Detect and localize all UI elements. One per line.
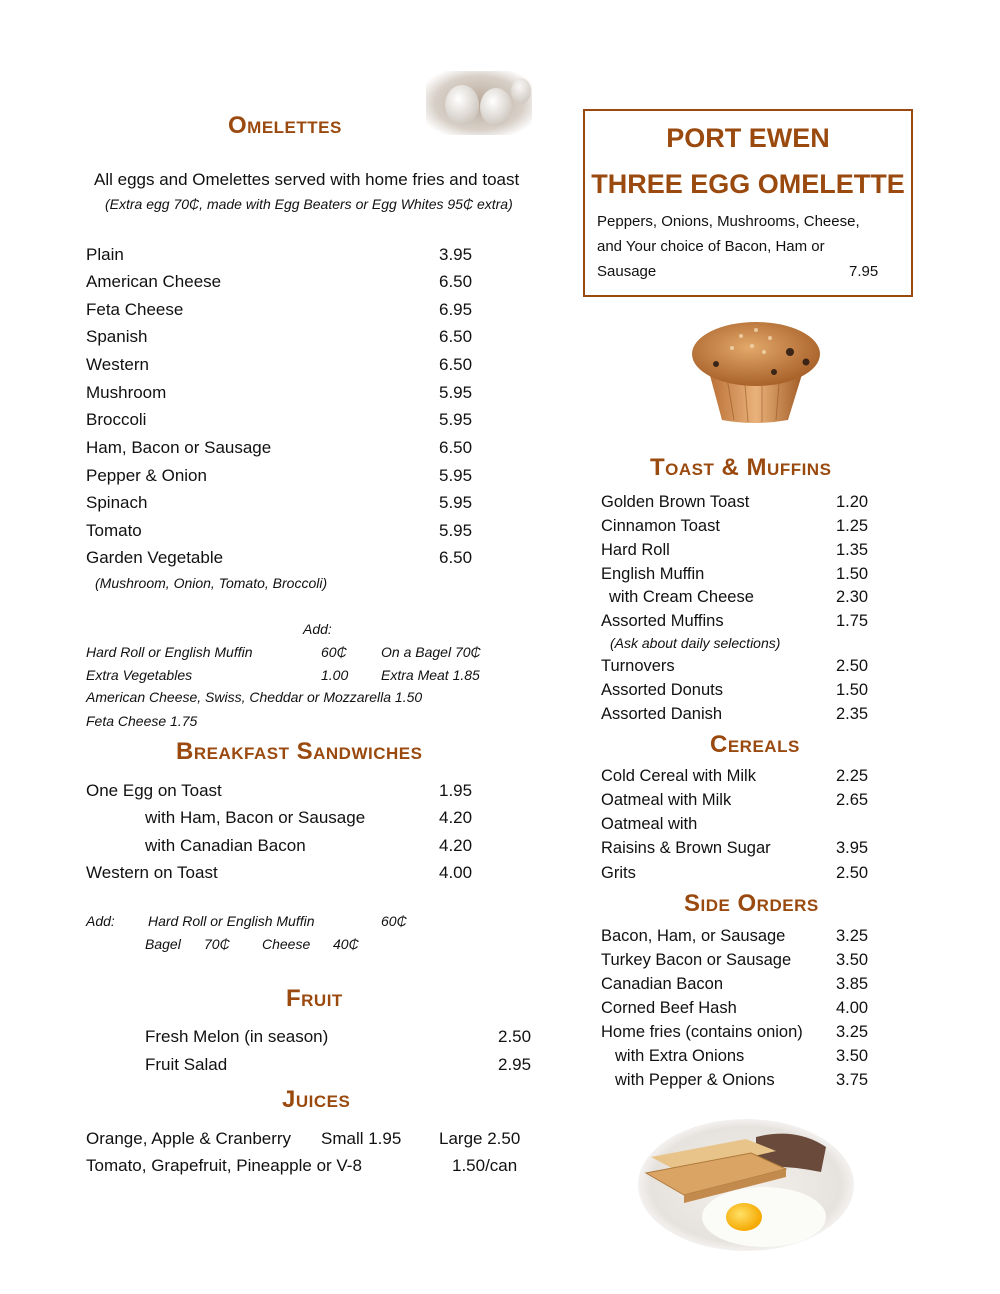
juice-line-1 <box>86 1129 521 1148</box>
add-line-2-a: Extra Vegetables <box>86 667 193 683</box>
toast-item <box>601 541 869 559</box>
sandwich-item-price: 4.20 <box>439 808 473 827</box>
omelette-item <box>86 327 473 346</box>
juice-line-2 <box>86 1156 518 1175</box>
toast-item-name: with Cream Cheese <box>609 588 754 606</box>
fruit-item <box>145 1055 532 1074</box>
omelette-item-price: 6.95 <box>439 300 473 319</box>
toast-item-name: Golden Brown Toast <box>601 493 750 511</box>
special-title-1: PORT EWEN <box>666 123 830 153</box>
omelette-item-name: Mushroom <box>86 383 167 402</box>
fruit-item-price: 2.50 <box>498 1027 532 1046</box>
sandwich-item <box>145 808 473 827</box>
cereal-item-price: 3.95 <box>836 839 869 857</box>
omelettes-extra-note: (Extra egg 70₵, made with Egg Beaters or Egg Whites 95₵ extra) <box>105 196 513 212</box>
sandwich-add-1a: Hard Roll or English Muffin <box>148 913 315 929</box>
special-desc-2: and Your choice of Bacon, Ham or <box>597 238 825 255</box>
juice-large-price: Large 2.50 <box>439 1129 521 1148</box>
special-desc-3: Sausage <box>597 263 657 280</box>
toast-item <box>601 612 869 630</box>
omelette-item <box>86 245 473 264</box>
omelette-item <box>86 438 473 457</box>
omelette-item-name: Ham, Bacon or Sausage <box>86 438 272 457</box>
juice-small-price: Small 1.95 <box>321 1129 402 1148</box>
cereal-item-price: 2.25 <box>836 767 869 785</box>
toast-item-name: Assorted Donuts <box>601 681 723 699</box>
fruit-item <box>145 1027 532 1046</box>
sandwich-add-2b: 70₵ <box>204 936 230 952</box>
side-item <box>601 951 869 969</box>
omelette-item-price: 3.95 <box>439 245 473 264</box>
side-item-name: Bacon, Ham, or Sausage <box>601 927 786 945</box>
cereal-item-price: 2.50 <box>836 864 869 882</box>
cereal-item <box>601 839 869 857</box>
special-title-2: THREE EGG OMELETTE <box>591 169 905 199</box>
toast-item-name: Assorted Danish <box>601 705 723 723</box>
side-item-price: 3.50 <box>836 1047 869 1065</box>
cereal-item <box>601 791 869 809</box>
sandwich-item-price: 4.20 <box>439 836 473 855</box>
omelettes-heading: Omelettes <box>228 112 342 139</box>
omelette-item-price: 5.95 <box>439 466 473 485</box>
sandwich-item <box>86 863 473 882</box>
juice-line-2-name: Tomato, Grapefruit, Pineapple or V-8 <box>86 1156 362 1175</box>
cereal-item-name: Raisins & Brown Sugar <box>601 839 771 857</box>
sandwich-item-name: with Canadian Bacon <box>145 836 306 855</box>
fruit-item-price: 2.95 <box>498 1055 532 1074</box>
cereal-item <box>601 816 697 833</box>
sandwich-item-name: One Egg on Toast <box>86 781 222 800</box>
cereals-heading: Cereals <box>710 731 800 758</box>
toast-item <box>601 705 869 723</box>
sandwich-item-price: 1.95 <box>439 781 473 800</box>
side-item-name: Turkey Bacon or Sausage <box>601 951 792 969</box>
cereal-item-name: Oatmeal with <box>601 815 698 833</box>
omelette-item-price: 6.50 <box>439 272 473 291</box>
omelette-item <box>86 272 473 291</box>
sandwich-add-2c: Cheese <box>262 936 311 952</box>
toast-item-price: 1.25 <box>836 517 869 535</box>
omelette-item-name: Spinach <box>86 493 148 512</box>
special-desc-1: Peppers, Onions, Mushrooms, Cheese, <box>597 213 860 230</box>
toast-item <box>609 588 869 606</box>
omelette-item-price: 5.95 <box>439 493 473 512</box>
side-item-price: 3.25 <box>836 1023 869 1041</box>
fruit-heading: Fruit <box>286 985 343 1012</box>
cereal-item <box>601 767 869 785</box>
sandwich-add-2d: 40₵ <box>333 936 359 952</box>
omelette-item <box>86 355 473 374</box>
side-item-name: Corned Beef Hash <box>601 999 737 1017</box>
omelette-item-name: Spanish <box>86 327 148 346</box>
omelette-item-name: Broccoli <box>86 410 147 429</box>
cereal-item <box>601 864 869 882</box>
toast-item-price: 1.35 <box>836 541 869 559</box>
sandwich-add-label: Add: <box>86 913 115 929</box>
side-item <box>615 1071 869 1089</box>
omelette-add-label: Add: <box>303 621 332 637</box>
omelette-item-name: Feta Cheese <box>86 300 184 319</box>
omelette-item <box>86 300 473 319</box>
omelette-item-price: 6.50 <box>439 327 473 346</box>
toast-item-price: 1.75 <box>836 612 869 630</box>
omelette-item <box>86 383 473 402</box>
omelette-item-price: 6.50 <box>439 355 473 374</box>
side-item-name: Canadian Bacon <box>601 975 724 993</box>
cereal-item-name: Cold Cereal with Milk <box>601 767 756 785</box>
omelette-item-name: Garden Vegetable <box>86 548 224 567</box>
side-item-price: 3.25 <box>836 927 869 945</box>
side-item-name: Home fries (contains onion) <box>601 1023 803 1041</box>
add-cheese-line: American Cheese, Swiss, Cheddar or Mozzarella 1.50 <box>86 689 423 705</box>
side-item-name: with Pepper & Onions <box>615 1071 775 1089</box>
omelette-item-price: 6.50 <box>439 438 473 457</box>
toast-item-price: 2.30 <box>836 588 869 606</box>
omelette-item <box>86 521 473 540</box>
add-line-1-a: Hard Roll or English Muffin <box>86 644 253 660</box>
garden-vegetable-note: (Mushroom, Onion, Tomato, Broccoli) <box>95 575 328 591</box>
omelette-item-price: 5.95 <box>439 521 473 540</box>
side-item <box>601 975 869 993</box>
omelette-item-name: American Cheese <box>86 272 222 291</box>
fruit-item-name: Fruit Salad <box>145 1055 228 1074</box>
toast-item <box>601 517 869 535</box>
sandwich-item-name: with Ham, Bacon or Sausage <box>145 808 366 827</box>
toast-item <box>601 565 869 583</box>
toast-heading: Toast & Muffins <box>650 454 832 481</box>
side-item <box>601 1023 869 1041</box>
omelettes-intro: All eggs and Omelettes served with home fries and toast <box>94 170 520 189</box>
omelette-item <box>86 548 473 567</box>
side-item-price: 3.50 <box>836 951 869 969</box>
side-item <box>615 1047 869 1065</box>
fruit-item-name: Fresh Melon (in season) <box>145 1027 329 1046</box>
toast-item-name: Assorted Muffins <box>601 612 724 630</box>
toast-item-name: English Muffin <box>601 565 705 583</box>
sandwich-add-1b: 60₵ <box>381 913 407 929</box>
sandwich-item-price: 4.00 <box>439 863 473 882</box>
toast-item-price: 1.50 <box>836 681 869 699</box>
add-line-2-c: Extra Meat 1.85 <box>381 667 480 683</box>
omelette-item-price: 5.95 <box>439 410 473 429</box>
sandwich-add-2a: Bagel <box>145 936 181 952</box>
juices-heading: Juices <box>282 1086 351 1113</box>
add-feta-line: Feta Cheese 1.75 <box>86 713 198 729</box>
cereal-item-name: Oatmeal with Milk <box>601 791 732 809</box>
eggs-photo <box>426 71 532 135</box>
muffin-note: (Ask about daily selections) <box>610 635 781 651</box>
omelette-item-price: 5.95 <box>439 383 473 402</box>
omelette-item-price: 6.50 <box>439 548 473 567</box>
special-price: 7.95 <box>849 263 879 280</box>
toast-item <box>601 493 869 511</box>
side-item-price: 3.85 <box>836 975 869 993</box>
side-item-price: 3.75 <box>836 1071 869 1089</box>
sandwich-item-name: Western on Toast <box>86 863 218 882</box>
sandwiches-heading: Breakfast Sandwiches <box>176 738 423 765</box>
muffin-photo <box>686 312 824 426</box>
cereal-item-price: 2.65 <box>836 791 869 809</box>
omelette-item <box>86 493 473 512</box>
side-item <box>601 927 869 945</box>
special-box <box>583 109 913 297</box>
toast-item-price: 2.50 <box>836 657 869 675</box>
sandwich-item <box>86 781 473 800</box>
omelette-item-name: Pepper & Onion <box>86 466 207 485</box>
omelette-item-name: Plain <box>86 245 124 264</box>
omelette-item <box>86 466 473 485</box>
side-item-price: 4.00 <box>836 999 869 1017</box>
toast-item-price: 1.50 <box>836 565 869 583</box>
toast-item-name: Cinnamon Toast <box>601 517 720 535</box>
sandwich-item <box>145 836 473 855</box>
toast-egg-photo <box>636 1117 856 1253</box>
juice-can-price: 1.50/can <box>452 1156 518 1175</box>
toast-item <box>601 681 869 699</box>
omelette-item-name: Tomato <box>86 521 142 540</box>
side-item <box>601 999 869 1017</box>
toast-item-price: 1.20 <box>836 493 869 511</box>
cereal-item-name: Grits <box>601 864 636 882</box>
omelette-item <box>86 410 473 429</box>
add-line-2-b: 1.00 <box>321 667 349 683</box>
add-line-1-c: On a Bagel 70₵ <box>381 644 481 660</box>
side-item-name: with Extra Onions <box>615 1047 745 1065</box>
juice-line-1-name: Orange, Apple & Cranberry <box>86 1129 292 1148</box>
toast-item-name: Hard Roll <box>601 541 670 559</box>
add-line-1-b: 60₵ <box>321 644 347 660</box>
toast-item <box>601 657 869 675</box>
omelette-item-name: Western <box>86 355 149 374</box>
toast-item-price: 2.35 <box>836 705 869 723</box>
toast-item-name: Turnovers <box>601 657 675 675</box>
sides-heading: Side Orders <box>684 890 819 917</box>
